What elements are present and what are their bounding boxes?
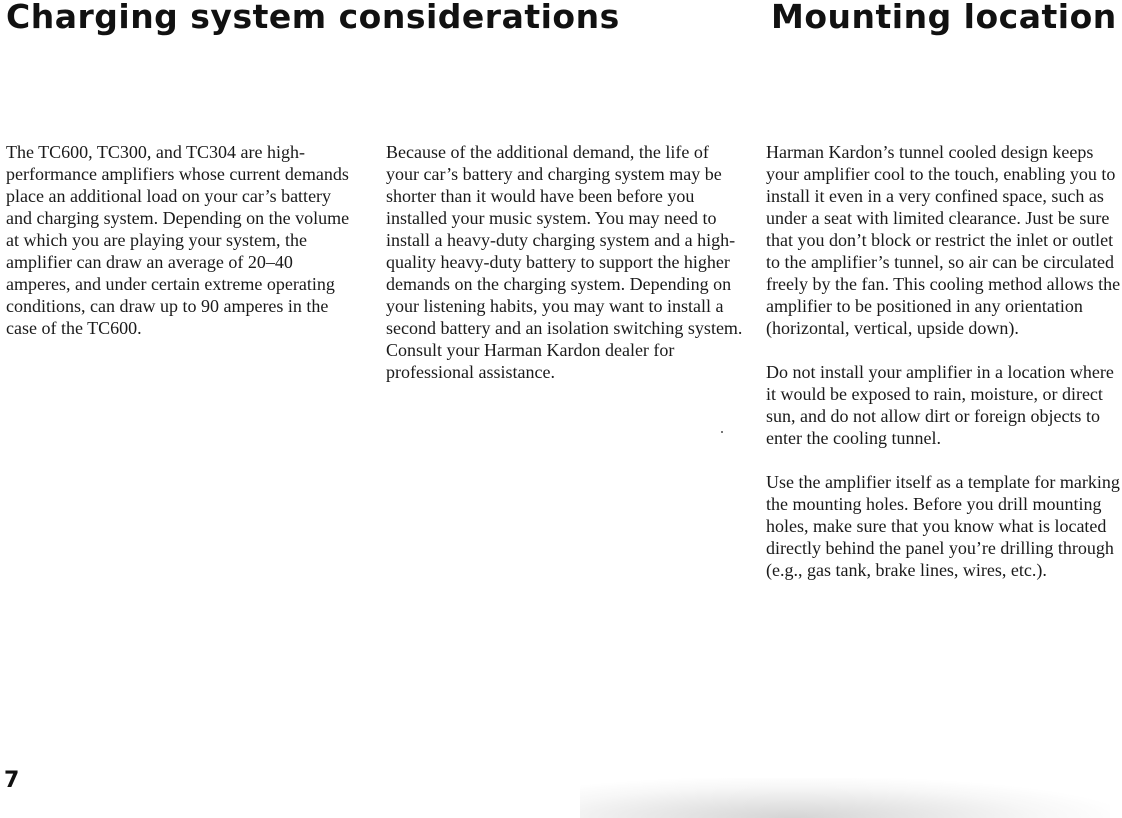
paragraph: The TC600, TC300, and TC304 are high-performance amplifiers whose current demands place an additional load on your car’s battery and charging system. Depending on the volume at which you are playing your system, the amplifier can draw an average of 20–40 amperes, and under certain extreme operating conditions, can draw up to 90 amperes in the case of the TC600.	[6, 142, 350, 338]
charging-column-2	[386, 141, 746, 383]
mounting-column	[766, 141, 1122, 581]
paragraph: Because of the additional demand, the life of your car’s battery and charging system may be shorter than it would have been before you installed your music system. You may need to install a heavy-duty charging system and a high-quality heavy-duty battery to support the higher demands on the charging system. Depending on your listening habits, you may want to install a second battery and an isolation switching system. Consult your Harman Kardon dealer for professional assistance.	[386, 142, 743, 382]
charging-system-heading: Charging system considerations	[6, 0, 620, 36]
scan-speck	[721, 431, 723, 433]
mounting-location-heading: Mounting location	[771, 0, 1117, 36]
page-number: 7	[4, 768, 20, 793]
paragraph: Use the amplifier itself as a template for marking the mounting holes. Before you drill mounting holes, make sure that you know what is located directly behind the panel you’re drilling through (e.g., gas tank, brake lines, wires, etc.).	[766, 472, 1120, 580]
scan-smudge	[580, 778, 1110, 818]
charging-column-1	[6, 141, 356, 339]
paragraph: Harman Kardon’s tunnel cooled design keeps your amplifier cool to the touch, enabling you to install it even in a very confined space, such as under a seat with limited clearance. Just be sure that you don’t block or restrict the inlet or outlet to the amplifier’s tunnel, so air can be circulated freely by the fan. This cooling method allows the amplifier to be positioned in any orientation (horizontal, vertical, upside down).	[766, 142, 1121, 338]
paragraph: Do not install your amplifier in a location where it would be exposed to rain, moisture, or direct sun, and do not allow dirt or foreign objects to enter the cooling tunnel.	[766, 362, 1114, 448]
